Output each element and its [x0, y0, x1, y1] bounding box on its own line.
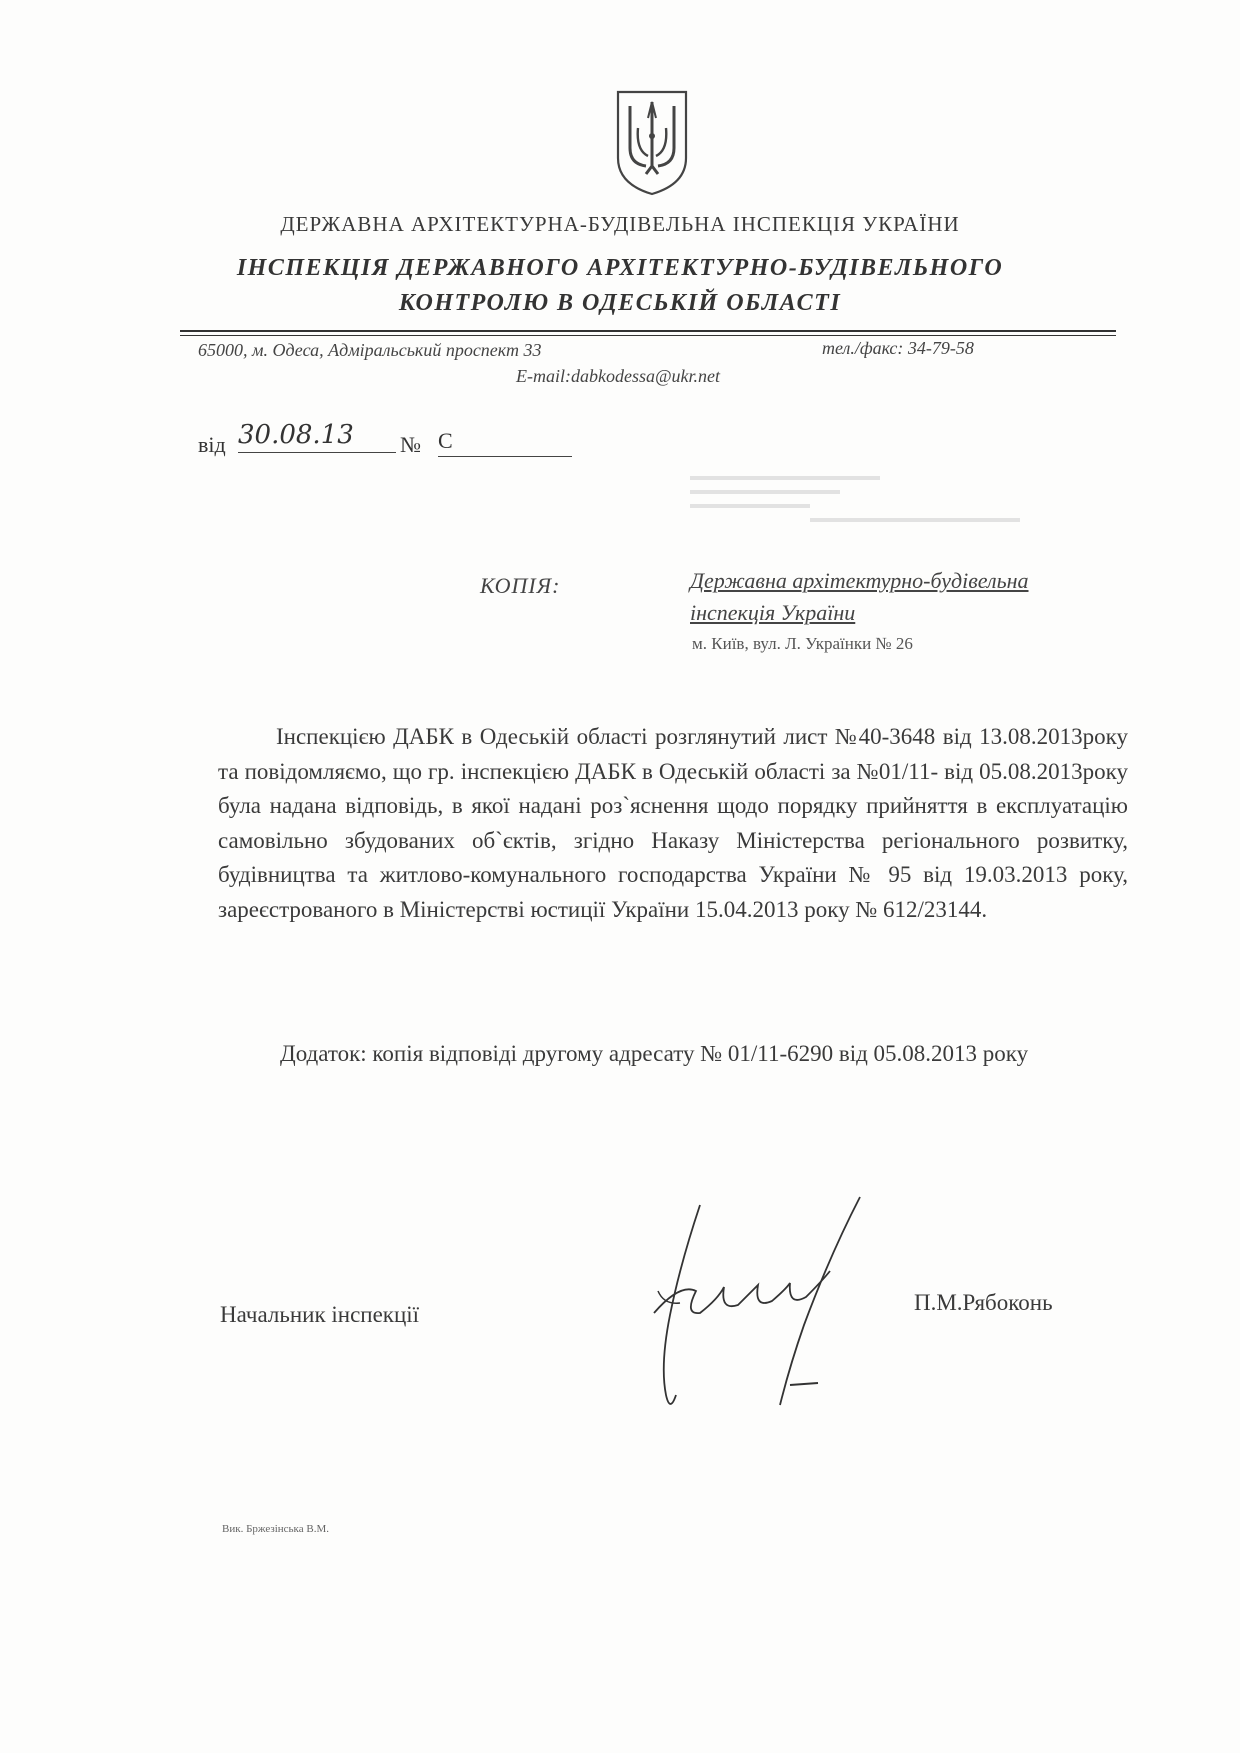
- executor-note: Вик. Бржезінська В.М.: [222, 1523, 329, 1535]
- copy-label: КОПІЯ:: [480, 573, 561, 598]
- body-paragraph: Інспекцією ДАБК в Одеській області розглянутий лист №40-3648 від 13.08.2013року та повідомляємо, що гр. інспекцією ДАБК в Одеській області за №01/11- від 05.08.2013року була надана відповідь, в якої надані роз`яснення щодо порядку прийняття в експлуатацію самовільно збудованих об`єктів, згідно Наказу Міністерства регіонального розвитку, будівництва та житлово-комунального господарства України № 95 від 19.03.2013 року, зареєстрованого в Міністерстві юстиції України 15.04.2013 року № 612/23144.: [218, 724, 1128, 922]
- org-email: E-mail:dabkodessa@ukr.net: [516, 366, 721, 386]
- inspection-title-line1: ІНСПЕКЦІЯ ДЕРЖАВНОГО АРХІТЕКТУРНО-БУДІВЕЛЬНОГО: [236, 255, 1004, 281]
- redacted-recipient-line2: [690, 490, 840, 494]
- org-address: 65000, м. Одеса, Адміральський проспект 33: [198, 340, 542, 360]
- redacted-recipient-line3: [690, 504, 810, 508]
- trident-icon: [612, 88, 692, 198]
- header-rule-thick: [180, 330, 1116, 332]
- signatory-name: П.М.Рябоконь: [914, 1290, 1053, 1315]
- org-title: ДЕРЖАВНА АРХІТЕКТУРНА-БУДІВЕЛЬНА ІНСПЕКЦІЯ УКРАЇНИ: [280, 212, 960, 236]
- ref-date-label: від: [198, 432, 226, 457]
- signatory-role: Начальник інспекції: [220, 1302, 420, 1327]
- copy-recipient-address: м. Київ, вул. Л. Українки № 26: [692, 634, 913, 653]
- redacted-recipient-line1: [690, 476, 880, 480]
- ref-number-label: №: [400, 432, 421, 457]
- ref-date: 30.08.13: [238, 420, 396, 453]
- attachment-note: [218, 1036, 1128, 1072]
- copy-recipient-line1: Державна архітектурно-будівельна: [690, 568, 1029, 593]
- ref-number: С: [438, 428, 572, 457]
- attachment-text: Додаток: копія відповіді другому адресату № 01/11-6290 від 05.08.2013 року: [280, 1041, 1029, 1066]
- inspection-title-line2: КОНТРОЛЮ В ОДЕСЬКІЙ ОБЛАСТІ: [398, 290, 842, 316]
- copy-recipient-line2: інспекція України: [690, 600, 856, 625]
- redacted-recipient-line4: [810, 518, 1020, 522]
- header-rule-thin: [180, 335, 1116, 336]
- handwritten-signature: [640, 1195, 870, 1420]
- org-phone: тел./факс: 34-79-58: [822, 338, 974, 358]
- letter-body: [218, 720, 1128, 927]
